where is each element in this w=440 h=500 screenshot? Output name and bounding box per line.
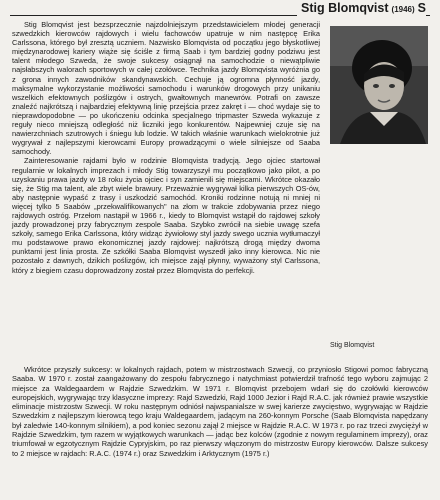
title-flag: S: [417, 1, 426, 15]
body-full-width: [12, 365, 428, 458]
paragraph-2: Zainteresowanie rajdami było w rodzinie Blomqvista tradycją. Jego ojciec startował regularnie w lokalnych imprezach i młody Stig towarzyszył mu początkowo jako pilot, a po uzyskaniu prawa jazdy w 18 roku życia ojciec i syn zamienili się miejscami. Wkrótce okazało się, że Stig ma talent, ale zbyt wiele brawury. Przeważnie wygrywał kilka pierwszych OS-ów, aby następnie wypaść z trasy i uszkodzić samochód. Kroniki rodzinne notują ni mniej ni więcej tylko 5 Saabów „przekwalifikowanych" na złom w trakcie zdobywania przez niego rajdowych ostróg. Przełom nastąpił w 1966 r., kiedy to Blomqvist wstąpił do rajdowej szkoły jazdy prowadzonej przy fabrycznym zespole Saaba. Szybko zwrócił na siebie uwagę szefa szkoły, samego Erika Carlssona, który widząc żywiołowy styl jazdy swego ucznia wytłumaczył mu podstawowe prawo ekonomicznej jazdy rajdowej: najkrótszą drogą między dwoma punktami jest linia prosta. Ze szkółki Saaba Blomqvist wyszedł jako inny kierowca. Nic nie pozostało z dawnych, dzikich poślizgów, ich miejsce zajął płynny, wyważony styl Carlssona, który z biegiem czasu doprowadzony został przez Blomqvista do perfekcji.: [12, 156, 320, 275]
paragraph-3: Wkrótce przyszły sukcesy: w lokalnych rajdach, potem w mistrzostwach Szwecji, co przyniosło Stigowi pomoc fabryczną Saaba. W 1970 r. został zaangażowany do zespołu fabrycznego i natychmiast potwierdził trafność tego wyboru zajmując 2 miejsce za Waldegaardem w Rajdzie Szwedzkim. W 1971 r. Blomqvist przebojem wdarł się do czołówki kierowców europejskich, wygrywając trzy klasyczne imprezy: Rajd Szwedzki, Rajd 1000 Jezior i Rajd R.A.C. jak również prawie wszystkie eliminacje mistrzostw Szwecji. W roku następnym odniósł najwspanialsze w swej karierze zwycięstwo, wygrywając w Rajdzie Szwedzkim z najlepszym kierowcą tego kraju Waldegaardem, jadącym na 260-konnym Porsche (Saab Blomqvista napędzany był zaledwie 140-konnym silnikiem), a pod koniec sezonu zajął 2 miejsce w Rajdzie R.A.C. W 1973 r. po raz trzeci zwyciężył w Rajdzie Szwedzkim, tym razem w wyjątkowych warunkach — jadąc bez kolców (zgodnie z nowym regulaminem imprezy), oraz triumfował w egzotycznym Rajdzie Cypryjskim, po raz pierwszy włączonym do mistrzostw Europy kierowców. Dalsze sukcesy to 2 miejsce w rajdach: R.A.C. (1974 r.) oraz Szwedzkim i Arktycznym (1975 r.): [12, 365, 428, 458]
body-column: [12, 20, 320, 275]
portrait-image: [330, 26, 428, 144]
portrait-photo: [330, 26, 428, 144]
title-year: (1946): [391, 5, 415, 14]
page-title: [297, 0, 426, 18]
title-name: Stig Blomqvist: [301, 1, 389, 15]
photo-caption: Stig Blomqvist: [330, 342, 375, 349]
paragraph-1: Stig Blomqvist jest bezsprzecznie najzdolniejszym przedstawicielem młodej generacji szwedzkich kierowców rajdowych i wielu fachowców upatruje w nim następcę Erika Carlssona, którego był zresztą uczniem. Nazwisko Blomqvista od początku jego błyskotliwej międzynarodowej kariery wiąże się ściśle z firmą Saab i tym bardziej godny podziwu jest talent młodego Szweda, że swoje sukcesy osiągnął na samochodzie o niewątpliwie najsłabszych walorach sportowych w całej czołówce. Technika jazdy Blomqvista wyróżnia go z grona innych zawodników skandynawskich. Cechuje ją ogromna płynność jazdy, maksymalne wykorzystanie możliwości samochodu i warunków drogowych przy unikaniu wszelkich efektownych poślizgów i ostrych, gwałtownych manewrów. Potrafi on zawsze znaleźć najkrótszą i najbardziej efektywną linię przejścia przez zakręt i — choć wydaje się to nieprawdopodobne — po ukończeniu odcinka specjalnego tripmaster Szweda wykazuje z reguły nieco mniejszą odległość niż liczniki jego konkurentów. Najpewniej czuje się na nawierzchniach szutrowych i śniegu lub lodzie. W takich właśnie warunkach wielokrotnie już wygrywał z najlepszymi kierowcami Europy prowadzącymi o wiele silniejsze od Saaba samochody.: [12, 20, 320, 157]
